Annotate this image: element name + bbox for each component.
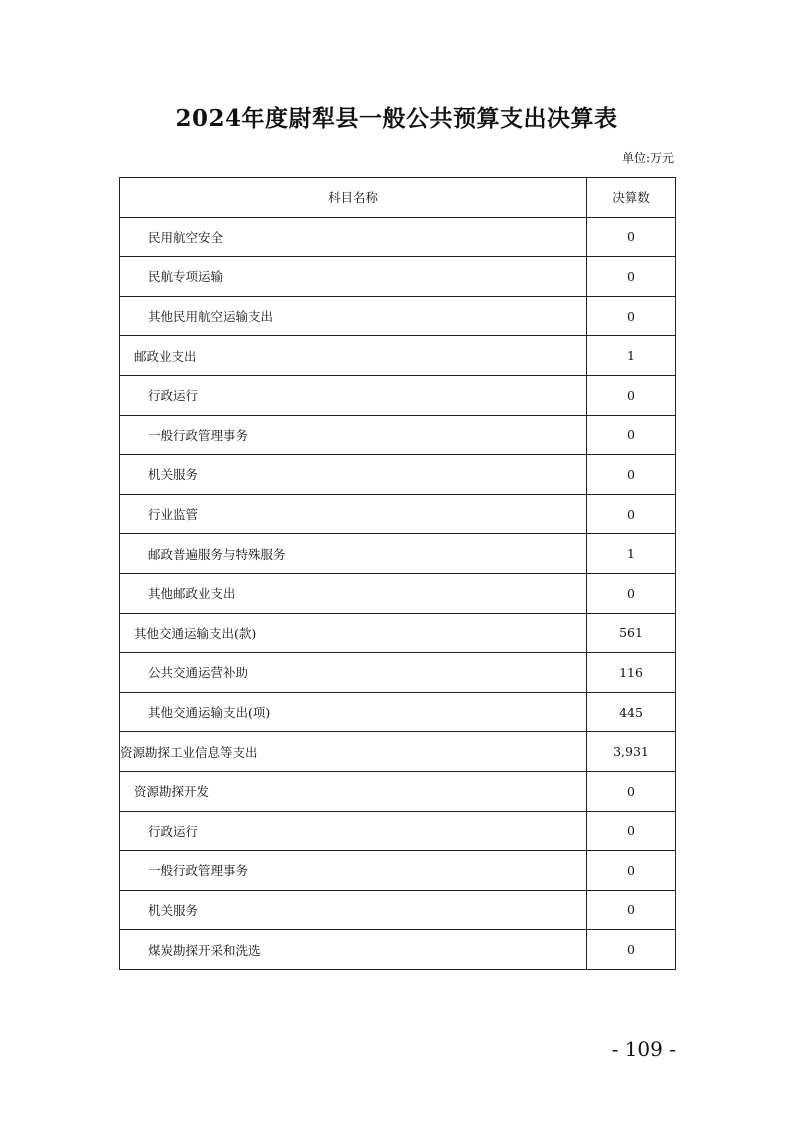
- page-number: - 109 -: [611, 1037, 676, 1061]
- table-body: [120, 217, 676, 969]
- subject-name-cell: 行政运行: [120, 375, 587, 415]
- subject-name-cell: 一般行政管理事务: [120, 415, 587, 455]
- subject-name-cell: 资源勘探开发: [120, 771, 587, 811]
- column-header-amount: 决算数: [587, 178, 676, 218]
- table-row: [120, 771, 676, 811]
- subject-name-cell: 邮政普遍服务与特殊服务: [120, 534, 587, 574]
- table-header-row: [120, 178, 676, 218]
- amount-cell: 0: [587, 257, 676, 297]
- table-row: [120, 217, 676, 257]
- amount-cell: 0: [587, 851, 676, 891]
- amount-cell: 445: [587, 692, 676, 732]
- amount-cell: 1: [587, 534, 676, 574]
- table-row: [120, 573, 676, 613]
- page-title: 2024年度尉犁县一般公共预算支出决算表: [175, 105, 618, 132]
- table-row: [120, 415, 676, 455]
- amount-cell: 0: [587, 494, 676, 534]
- amount-cell: 0: [587, 217, 676, 257]
- subject-name-cell: 机关服务: [120, 455, 587, 495]
- table-row: [120, 930, 676, 970]
- subject-name-cell: 其他邮政业支出: [120, 573, 587, 613]
- subject-name-cell: 民用航空安全: [120, 217, 587, 257]
- table-row: [120, 851, 676, 891]
- amount-cell: 0: [587, 415, 676, 455]
- amount-cell: 3,931: [587, 732, 676, 772]
- table-row: [120, 811, 676, 851]
- budget-table: [119, 177, 676, 970]
- amount-cell: 1: [587, 336, 676, 376]
- amount-cell: 0: [587, 890, 676, 930]
- subject-name-cell: 行业监管: [120, 494, 587, 534]
- amount-cell: 0: [587, 296, 676, 336]
- amount-cell: 0: [587, 375, 676, 415]
- table-row: [120, 375, 676, 415]
- table-row: [120, 296, 676, 336]
- table-row: [120, 257, 676, 297]
- table-row: [120, 732, 676, 772]
- table-row: [120, 692, 676, 732]
- table-row: [120, 653, 676, 693]
- subject-name-cell: 一般行政管理事务: [120, 851, 587, 891]
- table-row: [120, 336, 676, 376]
- table-row: [120, 613, 676, 653]
- table-row: [120, 534, 676, 574]
- amount-cell: 116: [587, 653, 676, 693]
- amount-cell: 0: [587, 573, 676, 613]
- subject-name-cell: 其他交通运输支出(项): [120, 692, 587, 732]
- unit-label: 单位:万元: [621, 151, 674, 165]
- subject-name-cell: 其他交通运输支出(款): [120, 613, 587, 653]
- subject-name-cell: 资源勘探工业信息等支出: [120, 732, 587, 772]
- subject-name-cell: 民航专项运输: [120, 257, 587, 297]
- subject-name-cell: 煤炭勘探开采和洗选: [120, 930, 587, 970]
- amount-cell: 0: [587, 771, 676, 811]
- subject-name-cell: 公共交通运营补助: [120, 653, 587, 693]
- table-row: [120, 890, 676, 930]
- subject-name-cell: 机关服务: [120, 890, 587, 930]
- column-header-subject: 科目名称: [120, 178, 587, 218]
- amount-cell: 0: [587, 930, 676, 970]
- table-row: [120, 494, 676, 534]
- amount-cell: 0: [587, 811, 676, 851]
- table-row: [120, 455, 676, 495]
- subject-name-cell: 其他民用航空运输支出: [120, 296, 587, 336]
- amount-cell: 561: [587, 613, 676, 653]
- subject-name-cell: 邮政业支出: [120, 336, 587, 376]
- subject-name-cell: 行政运行: [120, 811, 587, 851]
- amount-cell: 0: [587, 455, 676, 495]
